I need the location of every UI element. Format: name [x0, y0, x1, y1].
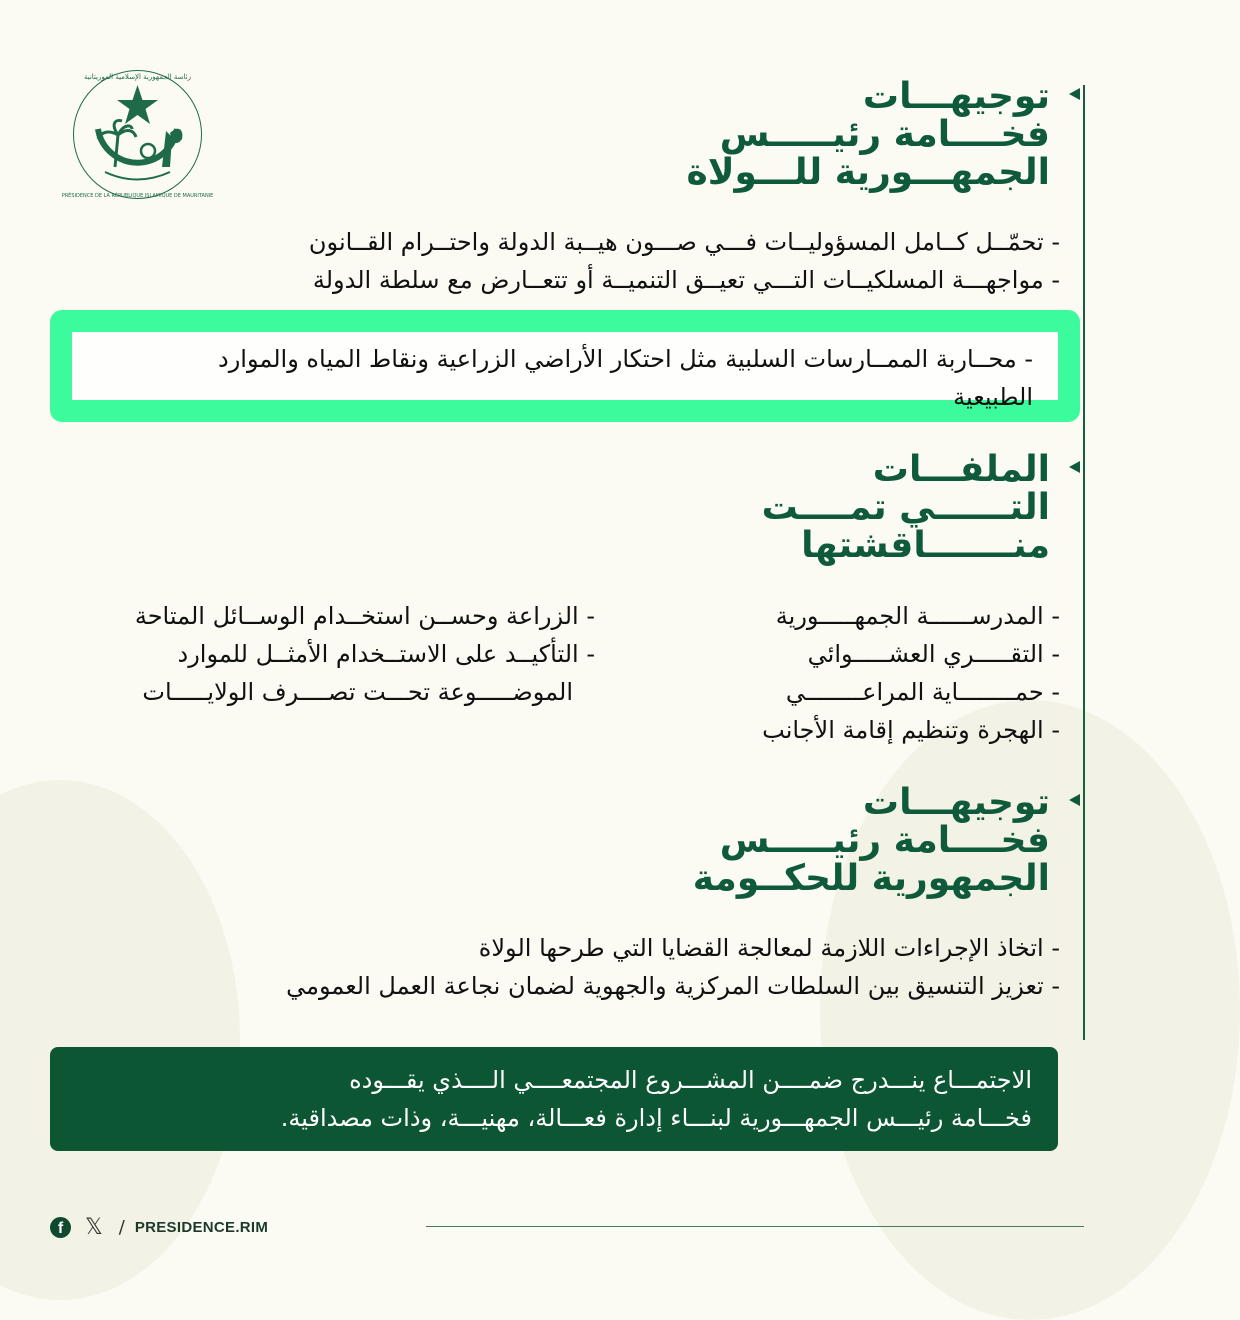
section-heading-government — [693, 784, 1050, 898]
files-list-left — [135, 597, 595, 711]
section-arrow-icon — [1069, 88, 1080, 100]
government-directives-list — [286, 929, 1060, 1005]
vertical-divider — [1083, 85, 1085, 1040]
heading-line: التــــــي تمــــت — [761, 487, 1050, 528]
presidency-emblem — [61, 67, 214, 202]
social-handle[interactable]: PRESIDENCE.RIM — [134, 1218, 269, 1236]
section-arrow-icon — [1069, 461, 1080, 473]
list-item: - التأكيــد على الاستــخدام الأمثــل للموارد — [177, 640, 595, 668]
heading-line: الجمهـــورية للـــولاة — [686, 152, 1050, 193]
files-list-right — [762, 597, 1060, 749]
section-heading-governors — [686, 78, 1050, 192]
heading-line: الجمهورية للحكــومة — [692, 858, 1050, 899]
heading-line: منـــــــاقشتها — [801, 525, 1050, 566]
heading-line: توجيهـــات — [862, 76, 1050, 117]
heading-line: فخــــامة رئيـــــس — [719, 820, 1050, 861]
list-item: - تحمّــل كــامل المسؤوليــات فـــي صـــون هيــبة الدولة واحتــرام القــانون — [308, 228, 1060, 256]
governors-directives-list — [309, 223, 1060, 299]
list-item-continuation: الطبيعية — [953, 383, 1033, 411]
facebook-icon[interactable]: f — [50, 1217, 71, 1238]
summary-note-box — [50, 1047, 1058, 1151]
footer-social — [50, 1212, 268, 1242]
list-item: - المدرســــــة الجمهـــــورية — [775, 602, 1060, 630]
list-item: - الهجرة وتنظيم إقامة الأجانب — [762, 716, 1060, 744]
heading-line: توجيهـــات — [862, 782, 1050, 823]
x-icon[interactable]: 𝕏 — [85, 1214, 103, 1240]
section-arrow-icon — [1069, 794, 1080, 806]
emblem-french-text: PRÉSIDENCE DE LA RÉPUBLIQUE ISLAMIQUE DE MAURITANIE — [61, 193, 214, 199]
list-item: - تعزيز التنسيق بين السلطات المركزية والجهوية لضمان نجاعة العمل العمومي — [286, 972, 1060, 1000]
separator: / — [118, 1216, 125, 1238]
star-icon — [117, 85, 158, 124]
highlighted-bullet — [218, 340, 1033, 416]
section-heading-files-discussed — [762, 451, 1050, 565]
list-item: - الزراعة وحســن استخــدام الوســائل المتاحة — [134, 602, 595, 630]
list-item: - التقـــــري العشـــــوائي — [807, 640, 1060, 668]
heading-line: الملفـــات — [872, 449, 1050, 490]
heading-line: فخــــامة رئيـــــس — [719, 114, 1050, 155]
highlighted-bullet-frame — [50, 310, 1080, 422]
list-item-continuation: الموضـــــوعة تحـــت تصــــرف الولايـــــات — [142, 678, 573, 706]
list-item: - مواجهـــة المسلكيــات التـــي تعيــق التنميــة أو تتعــارض مع سلطة الدولة — [312, 266, 1060, 294]
emblem-arabic-text: رئاسة الجمهورية الإسلامية الموريتانية — [83, 73, 192, 81]
note-line: الاجتمـــاع ينـــدرج ضمــــن المشـــروع المجتمعــــي الــــذي يقـــوده — [349, 1066, 1032, 1094]
list-item: - حمــــــــاية المراعــــــــي — [785, 678, 1060, 706]
list-item: - محــاربة الممــارسات السلبية مثل احتكار الأراضي الزراعية ونقاط المياه والموارد — [218, 345, 1033, 373]
footer-divider — [426, 1226, 1084, 1227]
note-line: فخـــامة رئيـــس الجمهـــورية لبنـــاء إدارة فعـــالة، مهنيـــة، وذات مصداقية. — [280, 1104, 1032, 1132]
list-item: - اتخاذ الإجراءات اللازمة لمعالجة القضايا التي طرحها الولاة — [478, 934, 1060, 962]
